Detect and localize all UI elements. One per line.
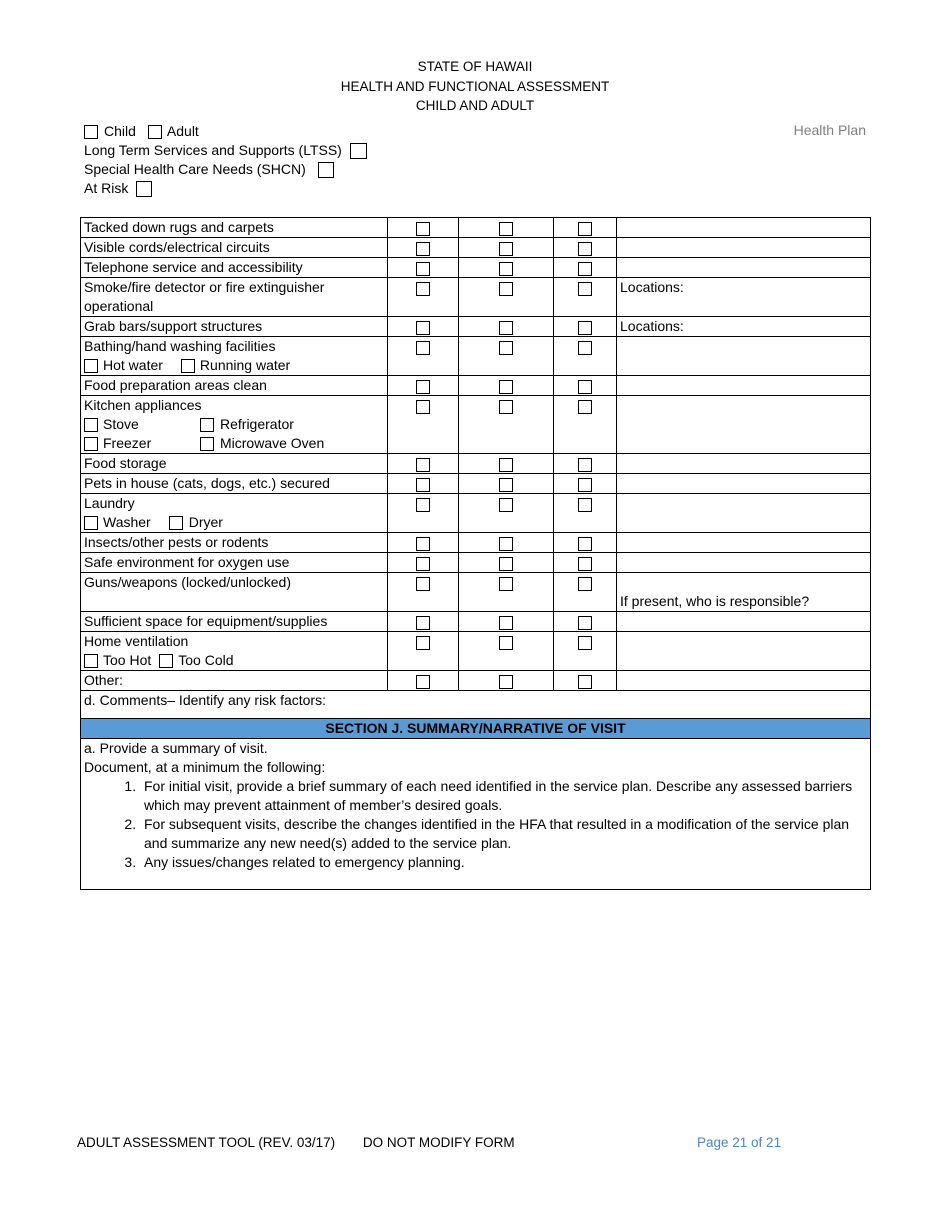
refrigerator-checkbox[interactable]: [200, 418, 214, 432]
row-label: Home ventilation: [84, 633, 189, 649]
shcn-label: Special Health Care Needs (SHCN): [84, 161, 306, 177]
washer-checkbox[interactable]: [84, 516, 98, 530]
summary-intro: a. Provide a summary of visit.: [84, 740, 268, 756]
population-options: [84, 122, 367, 198]
form-header: [0, 57, 950, 116]
at-risk-checkbox[interactable]: [136, 181, 152, 197]
row-label: Pets in house (cats, dogs, etc.) secured: [81, 474, 388, 494]
notes-cell[interactable]: [617, 376, 871, 396]
row-label: Sufficient space for equipment/supplies: [81, 612, 388, 632]
no-checkbox[interactable]: [499, 478, 513, 492]
yes-checkbox[interactable]: [416, 400, 430, 414]
no-checkbox[interactable]: [499, 341, 513, 355]
table-row: [81, 238, 871, 258]
na-checkbox[interactable]: [578, 222, 592, 236]
notes-cell[interactable]: [617, 218, 871, 238]
summary-field[interactable]: [81, 739, 871, 890]
no-checkbox[interactable]: [499, 242, 513, 256]
row-label: Food storage: [81, 454, 388, 474]
locations-cell[interactable]: Locations:: [617, 317, 871, 337]
table-row: [81, 396, 871, 454]
na-checkbox[interactable]: [578, 537, 592, 551]
section-j-title: SECTION J. SUMMARY/NARRATIVE OF VISIT: [81, 719, 871, 739]
row-label: Food preparation areas clean: [81, 376, 388, 396]
table-row: [81, 317, 871, 337]
yes-checkbox[interactable]: [416, 380, 430, 394]
yes-checkbox[interactable]: [416, 222, 430, 236]
adult-checkbox[interactable]: [148, 125, 162, 139]
no-checkbox[interactable]: [499, 282, 513, 296]
na-checkbox[interactable]: [578, 242, 592, 256]
table-row: [81, 573, 871, 612]
table-row: [81, 337, 871, 376]
freezer-checkbox[interactable]: [84, 437, 98, 451]
na-checkbox[interactable]: [578, 557, 592, 571]
na-checkbox[interactable]: [578, 577, 592, 591]
row-label: Guns/weapons (locked/unlocked): [81, 573, 388, 612]
comments-field[interactable]: d. Comments– Identify any risk factors:: [81, 691, 871, 719]
locations-cell[interactable]: Locations:: [617, 278, 871, 317]
list-item: 2. For subsequent visits, describe the changes identified in the HFA that resulted in a modification of the service plan and summarize any new need(s) added to the service plan.: [140, 815, 867, 853]
na-checkbox[interactable]: [578, 341, 592, 355]
header-subtitle: CHILD AND ADULT: [415, 98, 535, 113]
no-checkbox[interactable]: [499, 458, 513, 472]
notes-cell[interactable]: [617, 533, 871, 553]
row-label: Smoke/fire detector or fire extinguisher operational: [81, 278, 388, 317]
na-checkbox[interactable]: [578, 262, 592, 276]
yes-checkbox[interactable]: [416, 242, 430, 256]
table-row: [81, 553, 871, 573]
yes-checkbox[interactable]: [416, 478, 430, 492]
yes-checkbox[interactable]: [416, 616, 430, 630]
child-checkbox[interactable]: [84, 125, 98, 139]
summary-list: [84, 777, 867, 872]
comments-row: [81, 691, 871, 719]
home-safety-table: [80, 217, 871, 890]
no-checkbox[interactable]: [499, 675, 513, 689]
no-checkbox[interactable]: [499, 262, 513, 276]
table-row: [81, 454, 871, 474]
no-checkbox[interactable]: [499, 498, 513, 512]
no-checkbox[interactable]: [499, 380, 513, 394]
health-plan-label: Health Plan: [793, 122, 866, 138]
too-cold-label: Too Cold: [178, 652, 234, 668]
hot-water-checkbox[interactable]: [84, 359, 98, 373]
too-hot-label: Too Hot: [103, 652, 152, 668]
ltss-checkbox[interactable]: [350, 143, 367, 159]
footer-tool-name: ADULT ASSESSMENT TOOL (REV. 03/17): [77, 1135, 336, 1150]
row-label: Bathing/hand washing facilities: [84, 338, 276, 354]
na-checkbox[interactable]: [578, 458, 592, 472]
page-number: Page 21 of 21: [697, 1135, 782, 1150]
notes-cell[interactable]: [617, 632, 871, 671]
no-checkbox[interactable]: [499, 636, 513, 650]
header-state: STATE OF HAWAII: [417, 59, 533, 74]
footer-notice: DO NOT MODIFY FORM: [362, 1135, 515, 1150]
na-checkbox[interactable]: [578, 321, 592, 335]
row-label: Other:: [81, 671, 388, 691]
no-checkbox[interactable]: [499, 537, 513, 551]
yes-checkbox[interactable]: [416, 341, 430, 355]
microwave-label: Microwave Oven: [220, 435, 325, 451]
at-risk-label: At Risk: [84, 180, 129, 196]
dryer-label: Dryer: [188, 514, 223, 530]
notes-cell[interactable]: [617, 258, 871, 278]
yes-checkbox[interactable]: [416, 262, 430, 276]
row-label: Grab bars/support structures: [81, 317, 388, 337]
table-row: [81, 258, 871, 278]
no-checkbox[interactable]: [499, 577, 513, 591]
list-item: 3. Any issues/changes related to emergency planning.: [140, 853, 867, 872]
na-checkbox[interactable]: [578, 616, 592, 630]
yes-checkbox[interactable]: [416, 636, 430, 650]
table-row: [81, 494, 871, 533]
row-label: Laundry: [84, 495, 135, 511]
refrigerator-label: Refrigerator: [220, 416, 294, 432]
ltss-label: Long Term Services and Supports (LTSS): [84, 142, 342, 158]
responsible-label: If present, who is responsible?: [620, 593, 810, 609]
no-checkbox[interactable]: [499, 616, 513, 630]
shcn-checkbox[interactable]: [318, 162, 334, 178]
washer-label: Washer: [103, 514, 151, 530]
microwave-checkbox[interactable]: [200, 437, 214, 451]
child-label: Child: [104, 123, 136, 139]
row-label: Telephone service and accessibility: [81, 258, 388, 278]
table-row: [81, 376, 871, 396]
na-checkbox[interactable]: [578, 380, 592, 394]
na-checkbox[interactable]: [578, 478, 592, 492]
dryer-checkbox[interactable]: [169, 516, 183, 530]
summary-instructions: Document, at a minimum the following:: [84, 759, 326, 775]
notes-cell[interactable]: [617, 494, 871, 533]
yes-checkbox[interactable]: [416, 675, 430, 689]
notes-cell[interactable]: [617, 474, 871, 494]
na-checkbox[interactable]: [578, 400, 592, 414]
stove-label: Stove: [103, 416, 139, 432]
section-j-header-row: [81, 719, 871, 739]
no-checkbox[interactable]: [499, 321, 513, 335]
na-checkbox[interactable]: [578, 636, 592, 650]
no-checkbox[interactable]: [499, 400, 513, 414]
table-row: [81, 474, 871, 494]
row-label: Visible cords/electrical circuits: [81, 238, 388, 258]
page-footer: [77, 1135, 539, 1150]
running-water-checkbox[interactable]: [181, 359, 195, 373]
no-checkbox[interactable]: [499, 557, 513, 571]
hot-water-label: Hot water: [103, 357, 163, 373]
yes-checkbox[interactable]: [416, 458, 430, 472]
na-checkbox[interactable]: [578, 675, 592, 689]
responsible-cell[interactable]: [617, 573, 871, 612]
yes-checkbox[interactable]: [416, 498, 430, 512]
list-item: 1. For initial visit, provide a brief summary of each need identified in the service plan. Describe any assessed barriers which may prevent attainment of member’s desired goals.: [140, 777, 867, 815]
table-row: [81, 612, 871, 632]
yes-checkbox[interactable]: [416, 557, 430, 571]
adult-label: Adult: [166, 123, 199, 139]
header-title: HEALTH AND FUNCTIONAL ASSESSMENT: [340, 78, 610, 94]
notes-cell[interactable]: [617, 396, 871, 454]
too-hot-checkbox[interactable]: [84, 654, 98, 668]
table-row: [81, 671, 871, 691]
notes-cell[interactable]: [617, 337, 871, 376]
yes-checkbox[interactable]: [416, 282, 430, 296]
too-cold-checkbox[interactable]: [159, 654, 173, 668]
no-checkbox[interactable]: [499, 222, 513, 236]
yes-checkbox[interactable]: [416, 577, 430, 591]
notes-cell[interactable]: [617, 671, 871, 691]
table-row: [81, 218, 871, 238]
stove-checkbox[interactable]: [84, 418, 98, 432]
notes-cell[interactable]: [617, 238, 871, 258]
row-label: Insects/other pests or rodents: [81, 533, 388, 553]
table-row: [81, 278, 871, 317]
running-water-label: Running water: [199, 357, 291, 373]
yes-checkbox[interactable]: [416, 537, 430, 551]
na-checkbox[interactable]: [578, 282, 592, 296]
table-row: [81, 533, 871, 553]
row-label: Safe environment for oxygen use: [81, 553, 388, 573]
row-label: Kitchen appliances: [84, 397, 202, 413]
na-checkbox[interactable]: [578, 498, 592, 512]
freezer-label: Freezer: [103, 435, 152, 451]
notes-cell[interactable]: [617, 553, 871, 573]
row-label: Tacked down rugs and carpets: [81, 218, 388, 238]
notes-cell[interactable]: [617, 454, 871, 474]
yes-checkbox[interactable]: [416, 321, 430, 335]
notes-cell[interactable]: [617, 612, 871, 632]
table-row: [81, 632, 871, 671]
section-j-body-row: [81, 739, 871, 890]
